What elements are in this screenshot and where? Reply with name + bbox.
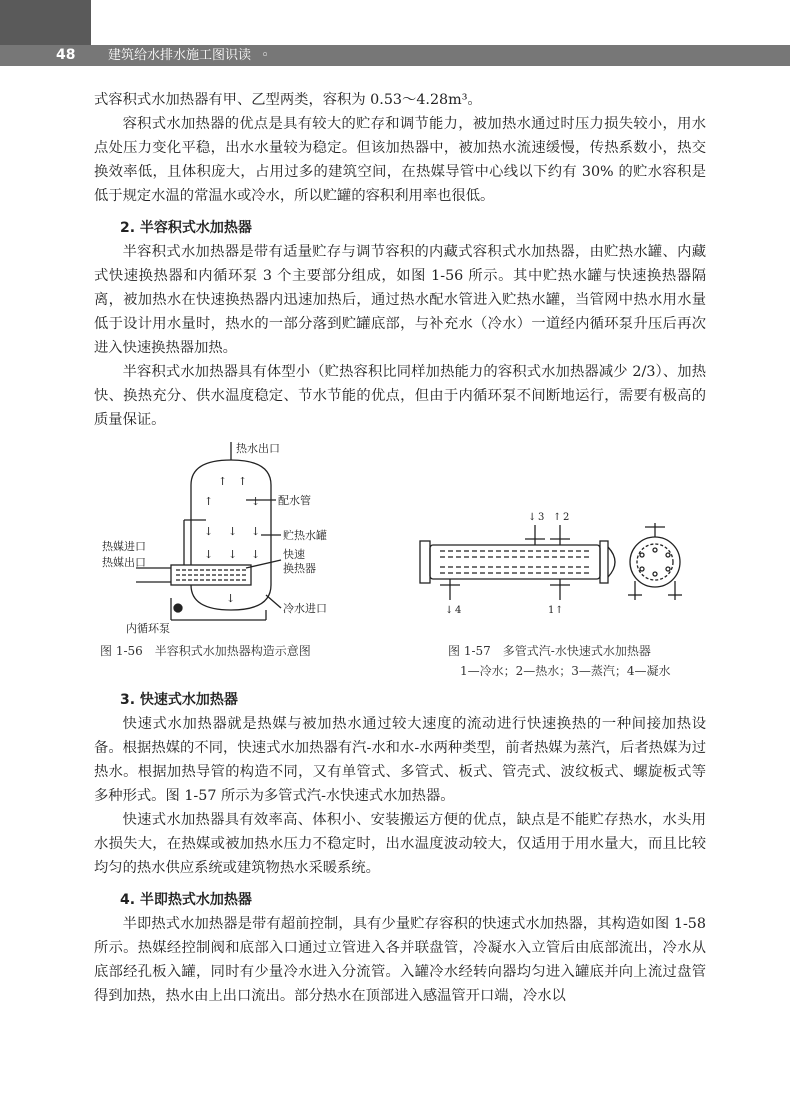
nozzle-2: 2 — [563, 512, 570, 523]
svg-text:↑: ↑ — [204, 495, 214, 508]
svg-text:↓: ↓ — [228, 525, 238, 538]
page-header — [0, 0, 790, 66]
svg-text:↓: ↓ — [445, 605, 454, 616]
nozzle-3: 3 — [538, 512, 545, 523]
section-heading: 2. 半容积式水加热器 — [120, 220, 252, 236]
label-heat-out: 热媒出口 — [102, 556, 146, 569]
nozzle-1: 1 — [548, 605, 555, 616]
section-heading: 4. 半即热式水加热器 — [120, 892, 252, 908]
svg-text:↓: ↓ — [204, 525, 214, 538]
svg-text:↓: ↓ — [204, 548, 214, 561]
label-hot-out: 热水出口 — [236, 442, 280, 455]
label-pump: 内循环泵 — [126, 622, 170, 635]
figure-1-57 — [410, 505, 710, 630]
page-number: 48 — [56, 47, 76, 63]
nozzle-4: 4 — [455, 605, 462, 616]
svg-text:↑: ↑ — [218, 475, 228, 488]
label-hx-2: 换热器 — [283, 562, 316, 575]
intro-paragraph: 式容积式水加热器有甲、乙型两类，容积为 0.53～4.28m³。 — [94, 92, 482, 108]
paragraph: 半容积式水加热器具有体型小（贮热容积比同样加热能力的容积式水加热器减少 2/3）、加热快、换热充分、供水温度稳定、节水节能的优点，但由于内循环泵不间断地运行，需要有极高的质量保证。 — [94, 364, 706, 428]
svg-text:↓: ↓ — [226, 592, 236, 605]
book-title-text: 建筑给水排水施工图识读 — [108, 48, 252, 63]
label-hx-1: 快速 — [283, 548, 305, 561]
svg-text:↓: ↓ — [228, 548, 238, 561]
figure-1-57-legend: 1—冷水；2—热水；3—蒸汽；4—凝水 — [460, 664, 671, 678]
svg-text:↑: ↑ — [555, 605, 564, 616]
svg-text:↓: ↓ — [251, 525, 261, 538]
figure-1-57-caption: 图 1-57 多管式汽-水快速式水加热器 — [448, 644, 651, 658]
label-tank: 贮热水罐 — [283, 529, 327, 542]
svg-text:↓: ↓ — [251, 548, 261, 561]
paragraph: 半即热式水加热器是带有超前控制，具有少量贮存容积的快速式水加热器，其构造如图 1-58 所示。热媒经控制阀和底部入口通过立管进入各并联盘管，冷凝水入立管后由底部流出，冷水从底部经孔板入罐，同时有少量冷水进入分流管。入罐冷水经转向器均匀进入罐底并向上流过盘管得到加热，热水由上出口流出。部分热水在顶部进入感温管开口端，冷水以 — [94, 916, 706, 1004]
svg-text:↓: ↓ — [251, 495, 261, 508]
figure-1-56-caption: 图 1-56 半容积式水加热器构造示意图 — [100, 644, 311, 658]
section-heading: 3. 快速式水加热器 — [120, 692, 238, 708]
label-pipe: 配水管 — [278, 494, 311, 507]
section-3-body — [94, 712, 706, 880]
book-title — [108, 45, 269, 66]
figure-1-56 — [96, 440, 346, 635]
svg-text:↓: ↓ — [528, 512, 537, 523]
section-2-body — [94, 240, 706, 432]
paragraph: 快速式水加热器就是热媒与被加热水通过较大速度的流动进行快速换热的一种间接加热设备。根据热媒的不同，快速式水加热器有汽-水和水-水两种类型，前者热媒为蒸汽，后者热媒为过热水。根据加热导管的构造不同，又有单管式、多管式、板式、管壳式、波纹板式、螺旋板式等多种形式。图 1-57 所示为多管式汽-水快速式水加热器。 — [94, 716, 706, 804]
svg-text:↑: ↑ — [553, 512, 562, 523]
svg-text:↑: ↑ — [238, 475, 248, 488]
paragraph: 快速式水加热器具有效率高、体积小、安装搬运方便的优点，缺点是不能贮存热水，水头用水损失大，在热媒或被加热水压力不稳定时，出水温度波动较大，仅适用于用水量大，而且比较均匀的热水供应系统或建筑物热水采暖系统。 — [94, 812, 706, 876]
label-cold-in: 冷水进口 — [283, 602, 327, 615]
header-dot: ◦ — [261, 48, 269, 63]
section-4-body — [94, 912, 706, 1008]
label-heat-in: 热媒进口 — [102, 540, 146, 553]
paragraph: 半容积式水加热器是带有适量贮存与调节容积的内藏式容积式水加热器，由贮热水罐、内藏式快速换热器和内循环泵 3 个主要部分组成，如图 1-56 所示。其中贮热水罐与快速换热器隔离，被加热水在快速换热器内迅速加热后，通过热水配水管进入贮热水罐，当管网中热水用水量低于设计用水量时，热水的一部分落到贮罐底部，与补充水（冷水）一道经内循环泵升压后再次进入快速换热器加热。 — [94, 244, 706, 356]
paragraph: 容积式水加热器的优点是具有较大的贮存和调节能力，被加热水通过时压力损失较小，用水点处压力变化平稳，出水水量较为稳定。但该加热器中，被加热水流速缓慢，传热系数小，热交换效率低，且体积庞大，占用过多的建筑空间，在热媒导管中心线以下约有 30% 的贮水容积是低于规定水温的常温水或冷水，所以贮罐的容积利用率也很低。 — [94, 116, 706, 204]
intro-block — [94, 88, 706, 208]
